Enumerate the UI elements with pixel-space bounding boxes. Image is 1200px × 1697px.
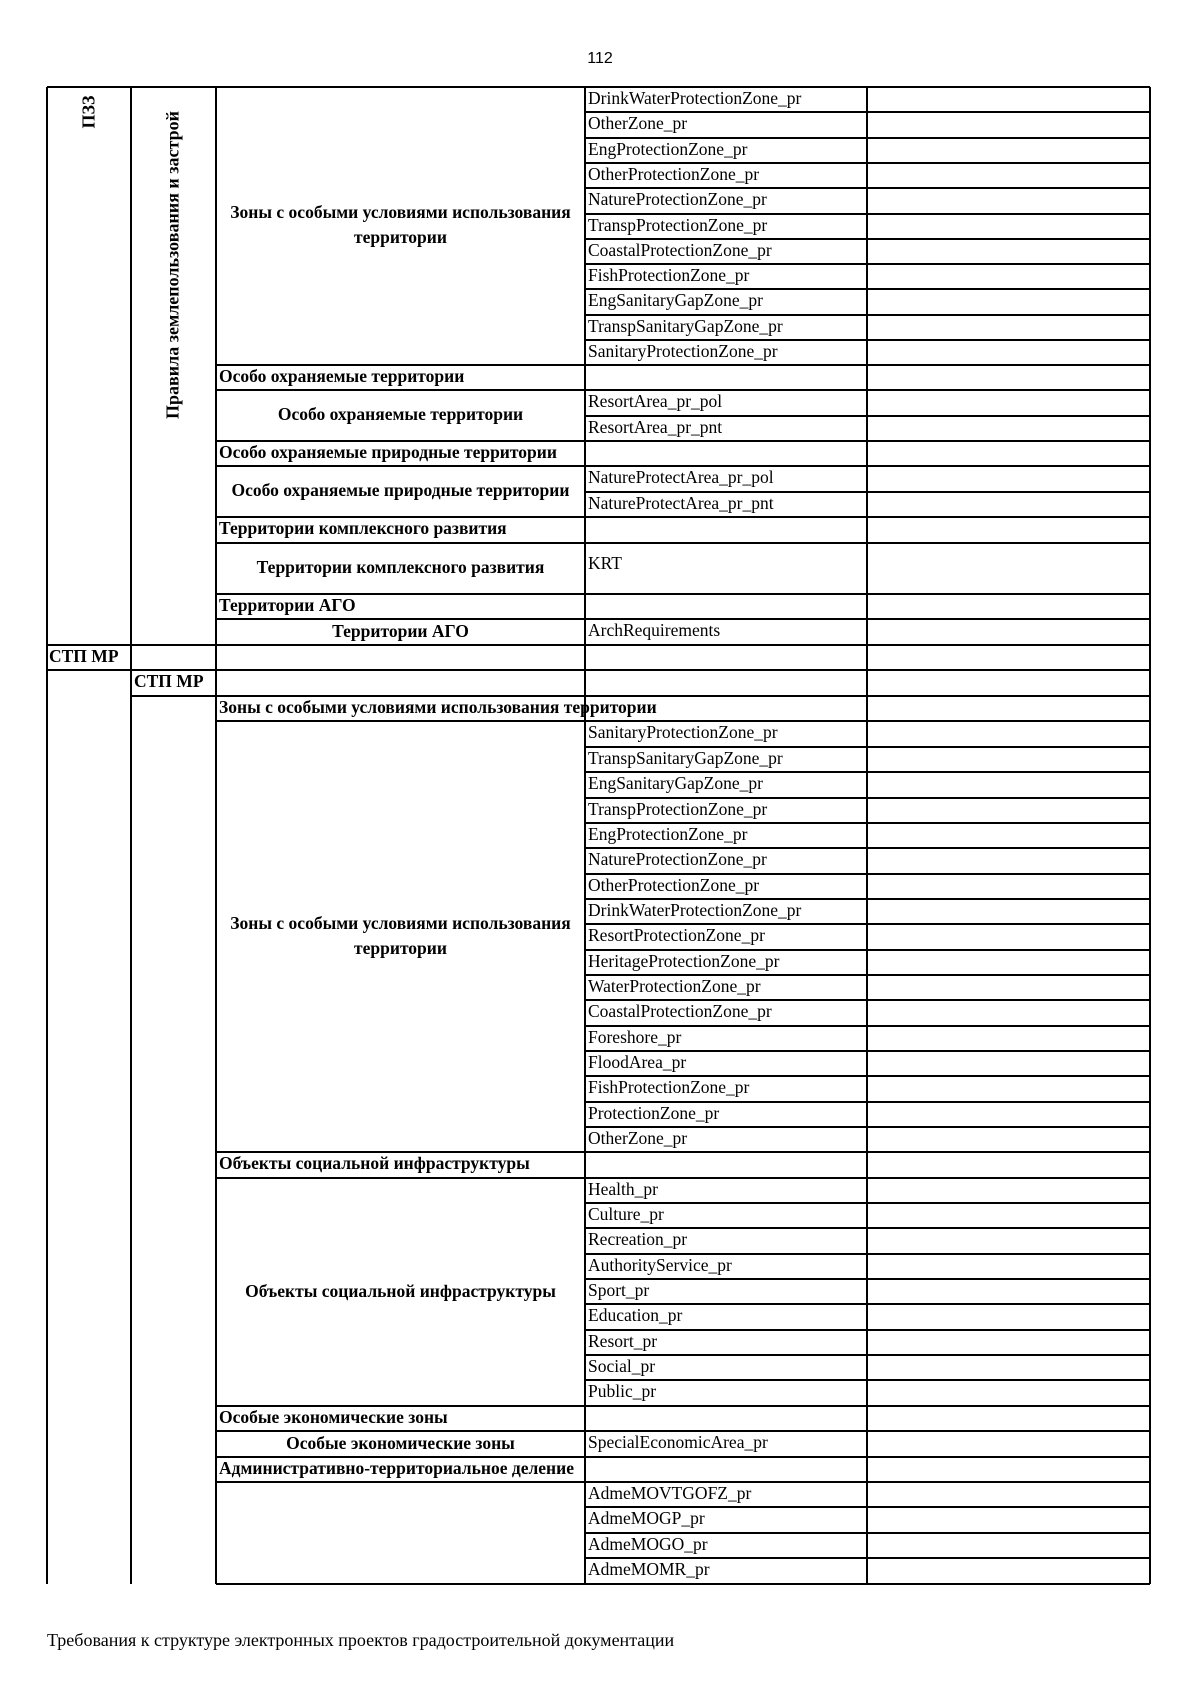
layer-name: WaterProtectionZone_pr [588,976,761,996]
table-rule [216,669,585,671]
section-label-stp-mr: СТП МР [49,646,119,666]
layer-name: AdmeMOVTGOFZ_pr [588,1483,752,1503]
table-rule [866,87,868,1584]
layer-name: Resort_pr [588,1331,658,1351]
group-header: Административно-территориальное деление [219,1458,574,1478]
layer-name: SanitaryProtectionZone_pr [588,341,778,361]
layer-name: SanitaryProtectionZone_pr [588,722,778,742]
group-label: Территории АГО [332,620,469,641]
table-rule [585,593,1150,595]
table-rule [131,644,216,646]
table-rule [47,86,131,88]
table-rule [131,86,216,88]
layer-name: ResortArea_pr_pol [588,391,723,411]
table-rule [1149,87,1151,1584]
group-label: Особо охраняемые природные территории [231,480,570,500]
group-label: Особые экономические зоны [286,1432,515,1453]
group-header: Особые экономические зоны [219,1407,448,1427]
layer-name: ProtectionZone_pr [588,1103,720,1123]
page-footer: Требования к структуре электронных проектов градостроительной документации [47,1630,675,1650]
table-rule [585,644,1150,646]
group-label: Территории комплексного развития [256,557,545,577]
group-label: Зоны с особыми условиями использования территории [230,912,571,958]
layer-name: TranspProtectionZone_pr [588,215,768,235]
table-rule [46,87,48,1584]
layer-name: AdmeMOGP_pr [588,1508,705,1528]
group-header: Территории АГО [219,595,356,615]
group-label: Объекты социальной инфраструктуры [245,1280,556,1301]
layer-name: Sport_pr [588,1280,650,1300]
layer-name: SpecialEconomicArea_pr [588,1432,768,1452]
layer-name: AdmeMOMR_pr [588,1559,710,1579]
layer-name: EngSanitaryGapZone_pr [588,773,763,793]
layer-name: AuthorityService_pr [588,1255,732,1275]
layer-name: DrinkWaterProtectionZone_pr [588,900,802,920]
table-rule [585,1583,1150,1585]
layer-name: EngProtectionZone_pr [588,824,748,844]
rules-vertical-label: Правила землепользования и застрой [162,111,183,419]
layer-name: ResortArea_pr_pnt [588,417,723,437]
layer-name: FishProtectionZone_pr [588,265,750,285]
group-label: Зоны с особыми условиями использования территории [230,202,571,247]
layer-name: CoastalProtectionZone_pr [588,240,772,260]
table-rule [585,669,1150,671]
layer-name: NatureProtectionZone_pr [588,189,767,209]
layer-name: TranspSanitaryGapZone_pr [588,316,783,336]
layer-name: OtherZone_pr [588,1128,688,1148]
group-header: Территории комплексного развития [219,518,507,538]
table-rule [585,1405,1150,1407]
layer-name: ArchRequirements [588,620,721,640]
pzz-vertical-label: ПЗЗ [78,95,99,129]
table-rule [215,87,217,1584]
layer-name: Education_pr [588,1305,683,1325]
layer-name: NatureProtectArea_pr_pol [588,467,774,487]
page-number: 112 [587,50,613,67]
layer-name: EngProtectionZone_pr [588,139,748,159]
layer-name: EngSanitaryGapZone_pr [588,290,763,310]
layer-name: Social_pr [588,1356,656,1376]
layer-name: OtherProtectionZone_pr [588,164,760,184]
layer-name: NatureProtectArea_pr_pnt [588,493,774,513]
layer-name: Culture_pr [588,1204,664,1224]
layer-name: KRT [588,553,622,573]
table-rule [216,1583,585,1585]
layer-name: OtherZone_pr [588,113,688,133]
table-rule [131,695,216,697]
table-rule [584,87,586,1584]
layer-name: Foreshore_pr [588,1027,682,1047]
group-header: Особо охраняемые территории [219,366,465,386]
layer-name: FloodArea_pr [588,1052,687,1072]
layer-name: AdmeMOGO_pr [588,1534,708,1554]
layer-name: TranspProtectionZone_pr [588,799,768,819]
layer-name: NatureProtectionZone_pr [588,849,767,869]
section-label-stp-mr: СТП МР [134,671,204,691]
layer-name: CoastalProtectionZone_pr [588,1001,772,1021]
group-header: Особо охраняемые природные территории [219,442,557,462]
layer-name: Health_pr [588,1179,658,1199]
layer-name: ResortProtectionZone_pr [588,925,765,945]
group-header: Зоны с особыми условиями использования территории [219,697,657,717]
table-rule [585,542,1150,544]
layer-name: TranspSanitaryGapZone_pr [588,748,783,768]
layer-name: Public_pr [588,1381,657,1401]
layer-name: OtherProtectionZone_pr [588,875,760,895]
layer-name: HeritageProtectionZone_pr [588,951,780,971]
group-label: Особо охраняемые территории [277,404,524,424]
layer-name: DrinkWaterProtectionZone_pr [588,88,802,108]
layer-name: FishProtectionZone_pr [588,1077,750,1097]
layer-name: Recreation_pr [588,1229,688,1249]
group-header: Объекты социальной инфраструктуры [219,1153,530,1173]
table-rule [130,87,132,1584]
